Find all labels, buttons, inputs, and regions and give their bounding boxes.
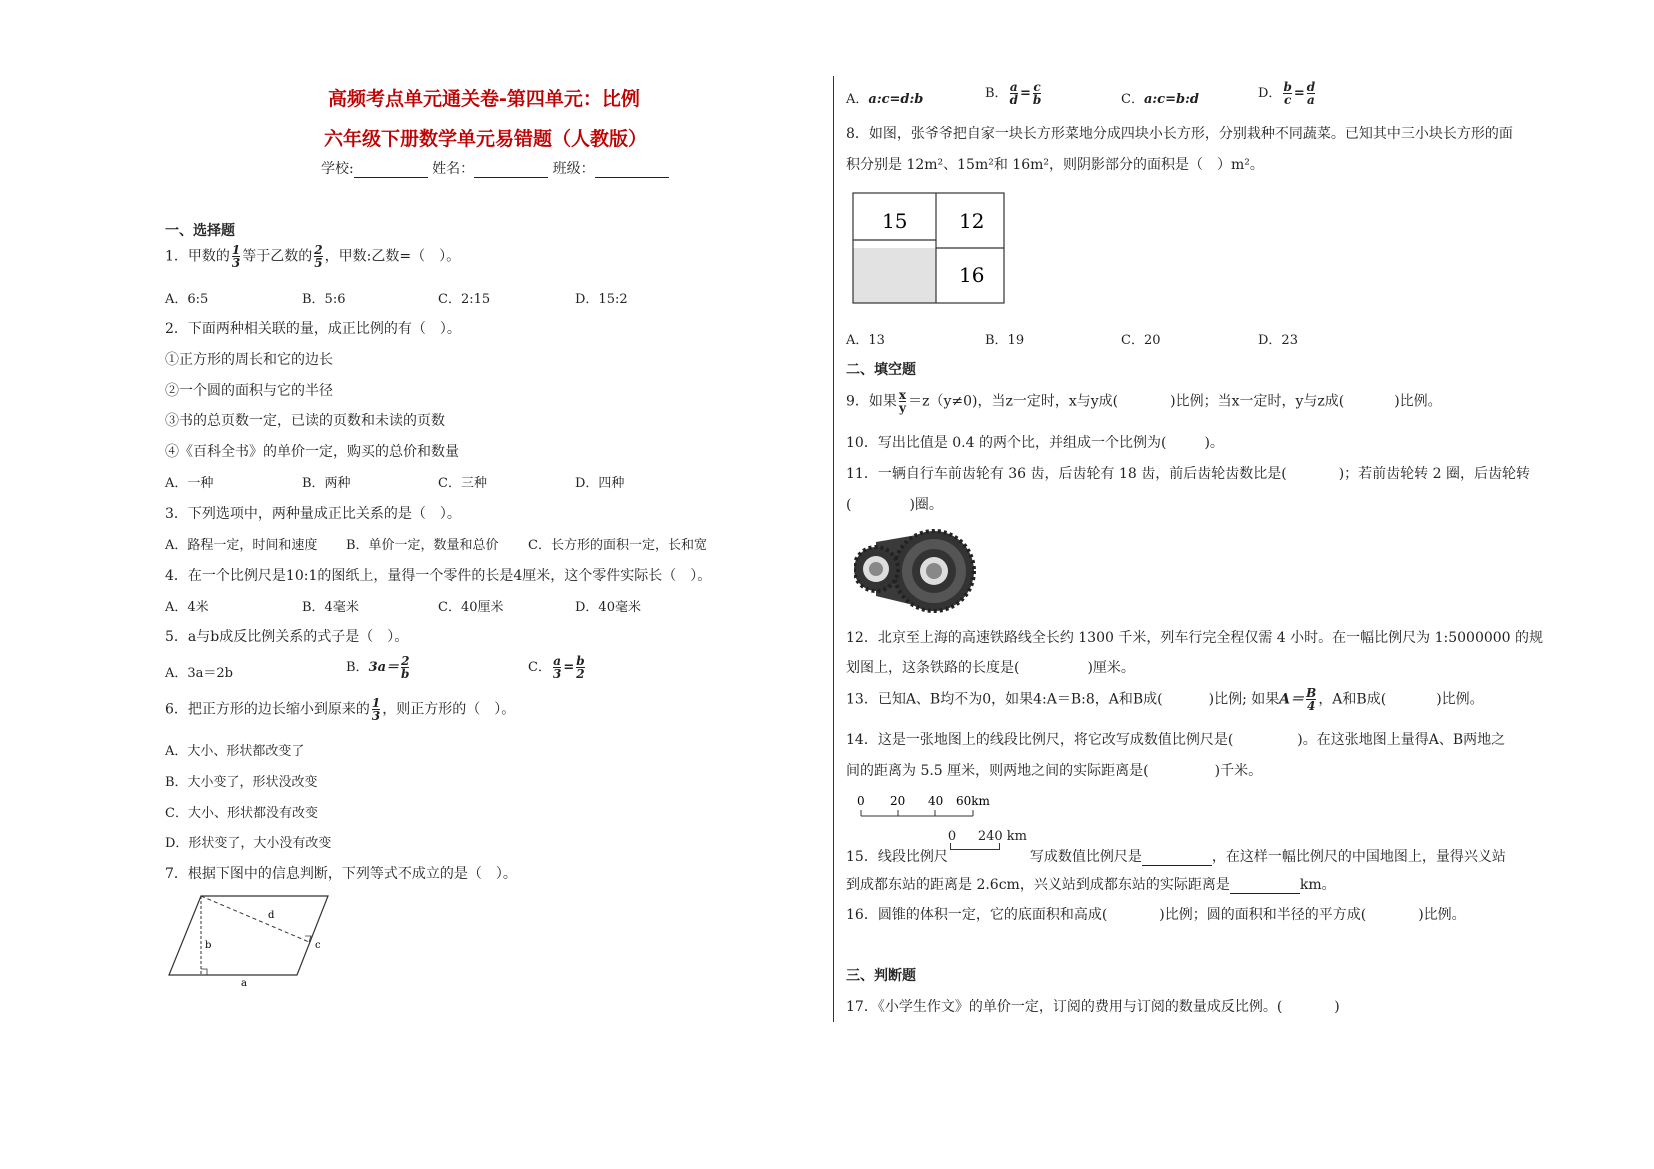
column-divider [833, 76, 834, 1022]
question-12-line-2: 划图上，这条铁路的长度是( )厘米。 [846, 660, 1135, 676]
question-14-line-1: 14．这是一张地图上的线段比例尺，将它改写成数值比例尺是( )。在这张地图上量得A、B两地之 [846, 732, 1506, 748]
student-info [321, 158, 669, 178]
q1-text-b: 等于乙数的 [242, 248, 313, 265]
q8-option-c[interactable]: C．20 [1121, 333, 1161, 348]
question-14-line-2: 间的距离为 5.5 厘米，则两地之间的实际距离是( )千米。 [846, 763, 1263, 779]
section-judge-heading: 三、判断题 [846, 968, 916, 984]
bicycle-gear-image [854, 528, 978, 614]
section-fill-heading: 二、填空题 [846, 362, 916, 378]
q1-option-a[interactable]: A．6:5 [165, 292, 209, 307]
q2-item-3: ③书的总页数一定，已读的页数和未读的页数 [165, 413, 445, 429]
question-2: 2．下面两种相关联的量，成正比例的有（ ）。 [165, 321, 461, 337]
q14-line-scale [854, 792, 1004, 822]
question-3: 3．下列选项中，两种量成正比关系的是（ ）。 [165, 506, 461, 522]
q6-option-c[interactable]: C．大小、形状都没有改变 [165, 806, 318, 821]
label-a: a [241, 978, 247, 989]
q7-option-d[interactable]: D． $\frac{b}{c}$ = $\frac{d}{a}$ [1258, 80, 1316, 107]
question-10: 10．写出比值是 0.4 的两个比，并组成一个比例为( )。 [846, 435, 1224, 451]
question-15-line-2: 到成都东站的距离是 2.6cm，兴义站到成都东站的实际距离是 km。 [846, 877, 1336, 893]
q7-option-b[interactable]: B． $\frac{a}{d}$ = $\frac{c}{b}$ [985, 80, 1042, 107]
q7-parallelogram-figure [165, 890, 335, 990]
q7-option-c[interactable]: C．a:c=b:d [1121, 92, 1199, 107]
q2-item-1: ①正方形的周长和它的边长 [165, 352, 333, 368]
q6-option-d[interactable]: D．形状变了，大小没有改变 [165, 836, 332, 851]
q8-option-b[interactable]: B．19 [985, 333, 1025, 348]
q5-option-c[interactable]: C． $\frac{a}{3}$ = $\frac{b}{2}$ [528, 654, 585, 681]
q5-option-b[interactable]: B．3a＝ $\frac{2}{b}$ [346, 654, 410, 681]
question-1 [165, 244, 460, 269]
q1-fraction-1: $\frac{1}{3}$ [231, 243, 241, 270]
name-field[interactable] [474, 177, 548, 178]
question-9: 9．如果 $\frac{x}{y}$ ＝z（y≠0)，当z一定时，x与y成( )比例；当x一定时，y与z成( )比例。 [846, 388, 1442, 415]
name-label: 姓名： [432, 161, 475, 177]
q1-option-c[interactable]: C．2:15 [438, 292, 491, 307]
question-8-line-2: 积分别是 12m²、15m²和 16m²，则阴影部分的面积是（ ）m²。 [846, 157, 1264, 173]
height-d-line [201, 896, 309, 942]
q15-line-scale: 0 240 km [948, 847, 1030, 861]
cell-15: 15 [882, 209, 908, 233]
q3-option-b[interactable]: B．单价一定，数量和总价 [346, 538, 499, 553]
school-label: 学校: [321, 161, 354, 177]
scale-tick-60: 60km [956, 794, 990, 808]
q2-option-c[interactable]: C．三种 [438, 476, 487, 491]
exam-subtitle: 六年级下册数学单元易错题（人教版） [324, 128, 648, 150]
q8-option-a[interactable]: A．13 [846, 333, 885, 348]
q2-item-4: ④《百科全书》的单价一定，购买的总价和数量 [165, 444, 459, 460]
question-17: 17．《小学生作文》的单价一定，订阅的费用与订阅的数量成反比例。( ) [846, 999, 1340, 1015]
class-field[interactable] [595, 177, 669, 178]
school-field[interactable] [354, 177, 428, 178]
question-11-line-1: 11．一辆自行车前齿轮有 36 齿，后齿轮有 18 齿，前后齿轮齿数比是( )；若前齿轮转 2 圈，后齿轮转 [846, 466, 1530, 482]
q6-option-b[interactable]: B．大小变了，形状没改变 [165, 775, 318, 790]
q7-option-a[interactable]: A．a:c=d:b [846, 92, 924, 107]
section-choice-heading: 一、选择题 [165, 223, 235, 239]
q2-option-d[interactable]: D．四种 [575, 476, 625, 491]
question-13: 13．已知A、B均不为0，如果4:A＝B:8，A和B成( )比例; 如果A＝ $\frac{B}{4}$ ，A和B成( )比例。 [846, 686, 1484, 713]
exam-title: 高频考点单元通关卷-第四单元：比例 [328, 88, 640, 110]
label-c: c [315, 940, 321, 951]
question-15-line-1: 15．线段比例尺 0 240 km 写成数值比例尺是 ，在这样一幅比例尺的中国地图上，量得兴义站 [846, 829, 1506, 865]
question-7: 7．根据下图中的信息判断，下列等式不成立的是（ ）。 [165, 866, 517, 882]
q1-option-d[interactable]: D．15:2 [575, 292, 628, 307]
q5-option-a[interactable]: A．3a＝2b [165, 666, 234, 681]
q2-option-b[interactable]: B．两种 [302, 476, 351, 491]
question-11-line-2: ( )圈。 [846, 497, 943, 513]
shaded-plot [853, 248, 936, 303]
q15-blank-2[interactable] [1230, 893, 1300, 894]
cell-12: 12 [959, 209, 985, 233]
label-d: d [268, 910, 275, 921]
label-b: b [205, 940, 212, 951]
cell-16: 16 [959, 263, 985, 287]
scale-tick-40: 40 [928, 794, 944, 808]
q3-option-c[interactable]: C．长方形的面积一定，长和宽 [528, 538, 707, 553]
question-12-line-1: 12．北京至上海的高速铁路线全长约 1300 千米，列车行完全程仅需 4 小时。在一幅比例尺为 1:5000000 的规 [846, 630, 1544, 646]
q4-option-d[interactable]: D．40毫米 [575, 600, 641, 615]
class-label: 班级： [552, 161, 595, 177]
q4-option-b[interactable]: B．4毫米 [302, 600, 359, 615]
scale-tick-0: 0 [857, 794, 865, 808]
q1-text-a: 1．甲数的 [165, 248, 230, 265]
q2-option-a[interactable]: A．一种 [165, 476, 214, 491]
q8-option-d[interactable]: D．23 [1258, 333, 1298, 348]
q4-option-a[interactable]: A．4米 [165, 600, 209, 615]
scale-tick-20: 20 [890, 794, 906, 808]
parallelogram-shape [169, 896, 328, 975]
q2-item-2: ②一个圆的面积与它的半径 [165, 383, 333, 399]
q3-option-a[interactable]: A．路程一定，时间和速度 [165, 538, 318, 553]
question-4: 4．在一个比例尺是10:1的图纸上，量得一个零件的长是4厘米，这个零件实际长（ ）。 [165, 568, 712, 584]
question-8-line-1: 8．如图，张爷爷把自家一块长方形菜地分成四块小长方形，分别栽种不同蔬菜。已知其中三小块长方形的面 [846, 126, 1513, 142]
q15-blank-1[interactable] [1142, 865, 1212, 866]
q1-fraction-2: $\frac{2}{5}$ [314, 243, 323, 270]
q6-option-a[interactable]: A．大小、形状都改变了 [165, 744, 305, 759]
q1-text-c: ，甲数:乙数=（ ）。 [324, 248, 461, 265]
question-16: 16．圆锥的体积一定，它的底面积和高成( )比例；圆的面积和半径的平方成( )比例。 [846, 907, 1466, 923]
question-6: 6．把正方形的边长缩小到原来的 $\frac{1}{3}$ ，则正方形的（ ）。 [165, 696, 516, 723]
q1-option-b[interactable]: B．5:6 [302, 292, 346, 307]
question-5: 5．a与b成反比例关系的式子是（ ）。 [165, 629, 409, 645]
q4-option-c[interactable]: C．40厘米 [438, 600, 504, 615]
q8-garden-grid [852, 192, 1008, 306]
